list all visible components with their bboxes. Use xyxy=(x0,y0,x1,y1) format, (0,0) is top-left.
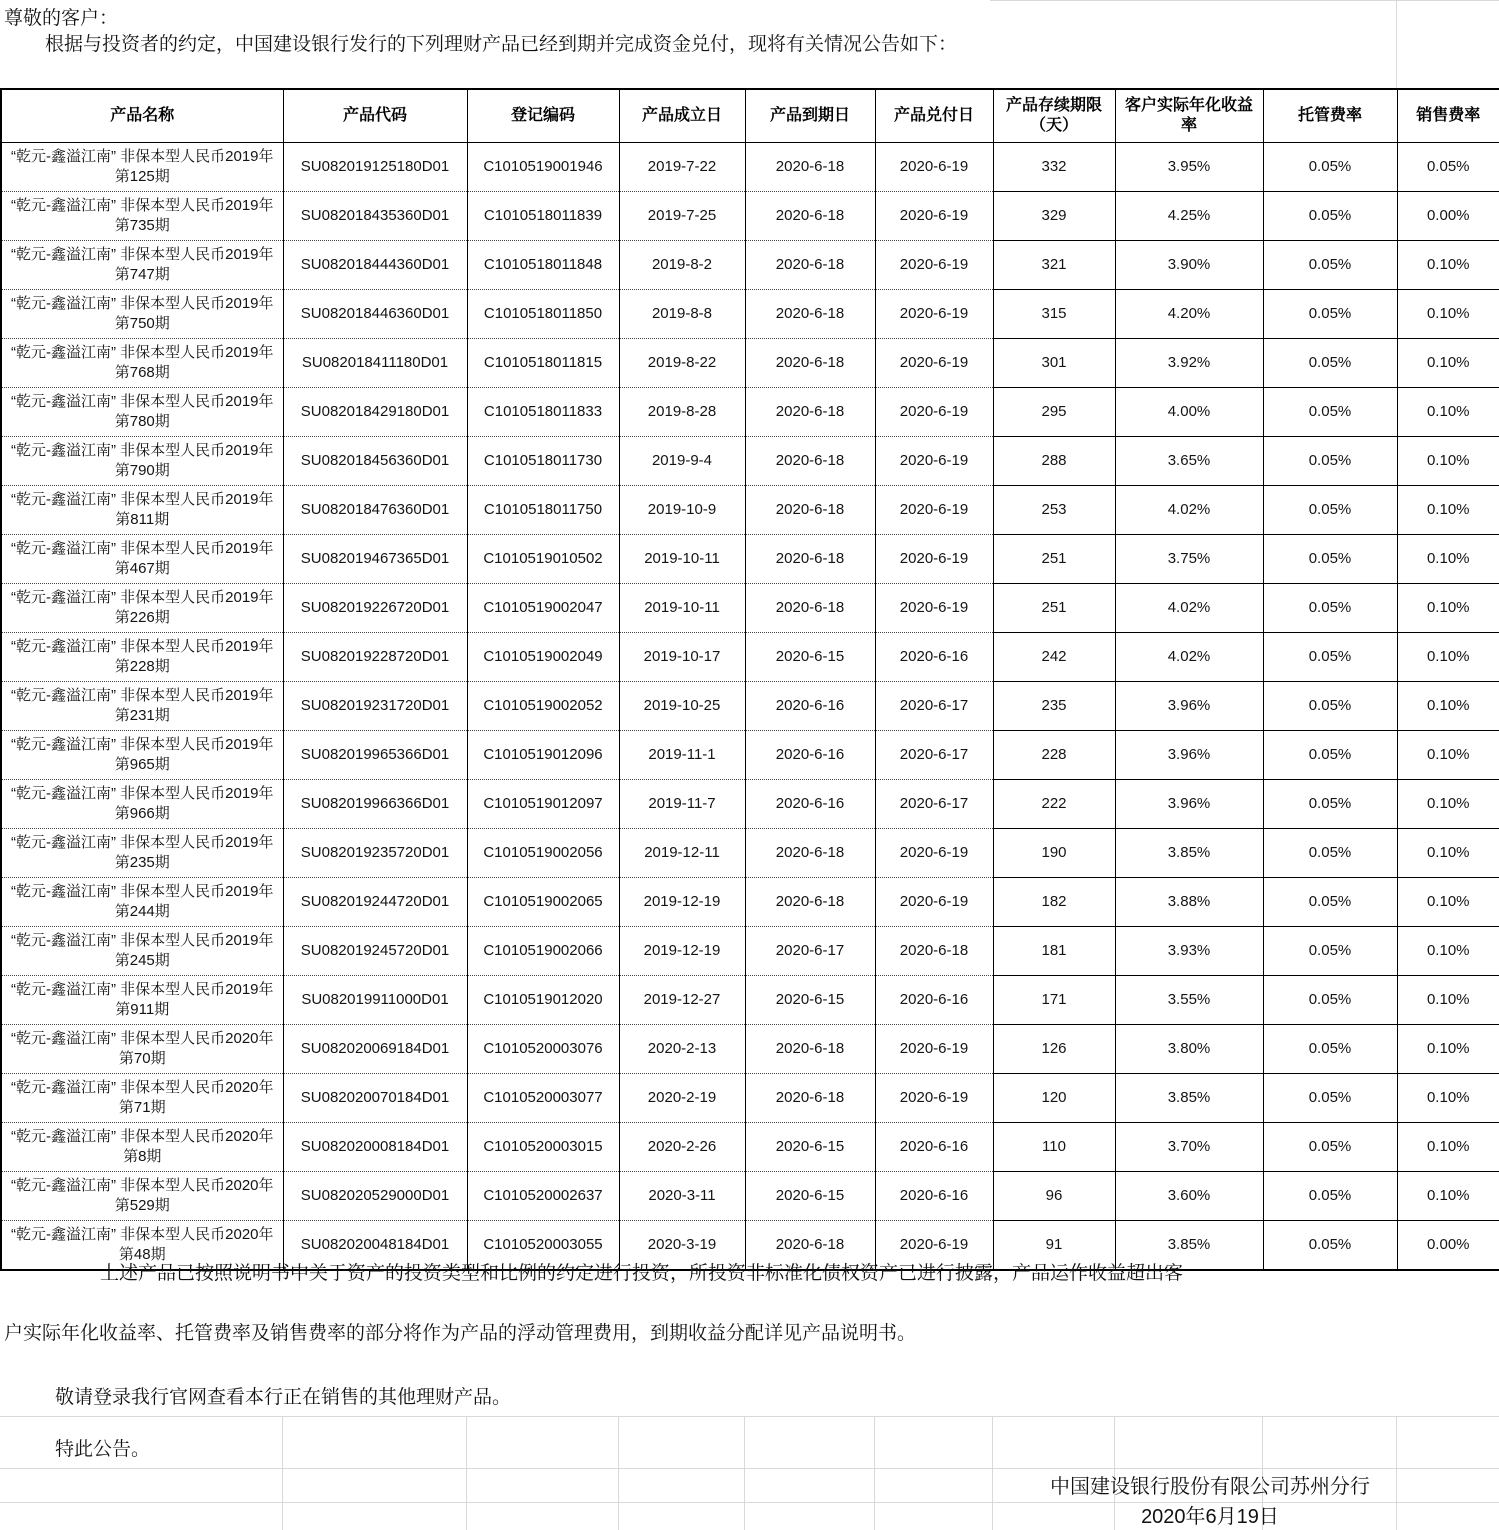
table-cell: 2020-6-18 xyxy=(745,486,875,535)
table-cell: 295 xyxy=(993,388,1115,437)
table-cell: “乾元-鑫溢江南” 非保本型人民币2020年第71期 xyxy=(1,1074,283,1123)
table-cell: 3.93% xyxy=(1115,927,1263,976)
table-cell: “乾元-鑫溢江南” 非保本型人民币2019年第226期 xyxy=(1,584,283,633)
table-cell: 0.05% xyxy=(1263,1221,1397,1271)
table-cell: “乾元-鑫溢江南” 非保本型人民币2019年第966期 xyxy=(1,780,283,829)
table-row xyxy=(1,976,1499,1025)
table-cell: 96 xyxy=(993,1172,1115,1221)
table-cell: 2020-6-18 xyxy=(745,829,875,878)
table-cell: C1010520003055 xyxy=(467,1221,619,1271)
table-cell: 2019-10-11 xyxy=(619,584,745,633)
table-cell: “乾元-鑫溢江南” 非保本型人民币2019年第235期 xyxy=(1,829,283,878)
table-cell: 2020-6-16 xyxy=(745,780,875,829)
table-cell: 2020-6-18 xyxy=(745,535,875,584)
table-cell: C1010520002637 xyxy=(467,1172,619,1221)
table-row xyxy=(1,535,1499,584)
table-cell: SU082018435360D01 xyxy=(283,192,467,241)
table-cell: 2020-6-15 xyxy=(745,976,875,1025)
table-cell: 2020-6-19 xyxy=(875,339,993,388)
table-cell: 2019-10-25 xyxy=(619,682,745,731)
table-cell: 3.65% xyxy=(1115,437,1263,486)
table-cell: 2019-11-1 xyxy=(619,731,745,780)
table-cell: C1010519002049 xyxy=(467,633,619,682)
table-cell: 0.05% xyxy=(1263,290,1397,339)
gridline xyxy=(466,1416,467,1530)
gridline xyxy=(874,1416,875,1530)
table-cell: 0.10% xyxy=(1397,633,1499,682)
signature-name: 中国建设银行股份有限公司苏州分行 xyxy=(1050,1476,1370,1498)
table-row xyxy=(1,878,1499,927)
table-cell: 0.05% xyxy=(1263,339,1397,388)
table-cell: SU082020048184D01 xyxy=(283,1221,467,1271)
table-cell: 2020-6-19 xyxy=(875,192,993,241)
table-row xyxy=(1,1172,1499,1221)
table-row xyxy=(1,682,1499,731)
table-cell: 2020-6-19 xyxy=(875,535,993,584)
table-cell: 0.10% xyxy=(1397,1123,1499,1172)
table-cell: SU082019911000D01 xyxy=(283,976,467,1025)
table-cell: 190 xyxy=(993,829,1115,878)
table-cell: 2020-6-17 xyxy=(875,682,993,731)
table-cell: 2020-6-19 xyxy=(875,1025,993,1074)
column-header: 产品名称 xyxy=(1,89,283,143)
table-row xyxy=(1,339,1499,388)
gridline xyxy=(744,1416,745,1530)
table-cell: 4.00% xyxy=(1115,388,1263,437)
table-cell: 4.02% xyxy=(1115,633,1263,682)
table-row xyxy=(1,437,1499,486)
table-cell: 91 xyxy=(993,1221,1115,1271)
table-cell: 2020-3-11 xyxy=(619,1172,745,1221)
table-cell: 2020-6-18 xyxy=(745,1221,875,1271)
table-cell: 251 xyxy=(993,535,1115,584)
table-cell: 2019-7-22 xyxy=(619,143,745,192)
table-cell: 2019-8-8 xyxy=(619,290,745,339)
table-cell: 0.05% xyxy=(1263,1172,1397,1221)
column-header: 登记编码 xyxy=(467,89,619,143)
table-row xyxy=(1,143,1499,192)
table-cell: 0.05% xyxy=(1263,878,1397,927)
table-cell: 0.10% xyxy=(1397,976,1499,1025)
footer-paragraph-4: 特此公告。 xyxy=(55,1439,151,1460)
table-row xyxy=(1,290,1499,339)
table-cell: 315 xyxy=(993,290,1115,339)
table-cell: “乾元-鑫溢江南” 非保本型人民币2019年第228期 xyxy=(1,633,283,682)
table-cell: SU082019228720D01 xyxy=(283,633,467,682)
table-cell: 2019-12-19 xyxy=(619,878,745,927)
table-cell: C1010518011848 xyxy=(467,241,619,290)
table-cell: 4.20% xyxy=(1115,290,1263,339)
table-cell: C1010520003077 xyxy=(467,1074,619,1123)
table-row xyxy=(1,829,1499,878)
table-cell: “乾元-鑫溢江南” 非保本型人民币2019年第911期 xyxy=(1,976,283,1025)
table-cell: “乾元-鑫溢江南” 非保本型人民币2019年第965期 xyxy=(1,731,283,780)
table-cell: “乾元-鑫溢江南” 非保本型人民币2020年第48期 xyxy=(1,1221,283,1271)
table-cell: 2020-6-19 xyxy=(875,290,993,339)
table-cell: C1010519010502 xyxy=(467,535,619,584)
table-cell: 0.05% xyxy=(1263,633,1397,682)
table-cell: 2019-8-28 xyxy=(619,388,745,437)
table-cell: 2020-6-16 xyxy=(875,1123,993,1172)
table-cell: 253 xyxy=(993,486,1115,535)
table-cell: 235 xyxy=(993,682,1115,731)
table-cell: C1010519002047 xyxy=(467,584,619,633)
table-cell: 2020-6-15 xyxy=(745,633,875,682)
table-cell: 0.05% xyxy=(1263,584,1397,633)
table-cell: 0.05% xyxy=(1263,535,1397,584)
table-cell: 2020-6-19 xyxy=(875,241,993,290)
table-cell: 0.05% xyxy=(1263,1074,1397,1123)
table-cell: “乾元-鑫溢江南” 非保本型人民币2019年第467期 xyxy=(1,535,283,584)
table-cell: 0.10% xyxy=(1397,780,1499,829)
table-cell: 2020-6-16 xyxy=(875,1172,993,1221)
table-cell: 3.70% xyxy=(1115,1123,1263,1172)
table-cell: 2019-10-11 xyxy=(619,535,745,584)
table-cell: 2020-6-18 xyxy=(745,143,875,192)
table-cell: 222 xyxy=(993,780,1115,829)
table-cell: 3.96% xyxy=(1115,682,1263,731)
column-header: 产品存续期限（天） xyxy=(993,89,1115,143)
table-cell: 0.05% xyxy=(1263,143,1397,192)
table-row xyxy=(1,731,1499,780)
table-cell: “乾元-鑫溢江南” 非保本型人民币2019年第768期 xyxy=(1,339,283,388)
table-cell: 251 xyxy=(993,584,1115,633)
gridline xyxy=(618,1416,619,1530)
table-cell: 2020-6-18 xyxy=(745,241,875,290)
table-cell: SU082019965366D01 xyxy=(283,731,467,780)
column-header: 销售费率 xyxy=(1397,89,1499,143)
table-cell: “乾元-鑫溢江南” 非保本型人民币2019年第231期 xyxy=(1,682,283,731)
table-cell: SU082018476360D01 xyxy=(283,486,467,535)
table-cell: 126 xyxy=(993,1025,1115,1074)
table-cell: SU082018446360D01 xyxy=(283,290,467,339)
table-cell: 0.05% xyxy=(1263,682,1397,731)
column-header: 托管费率 xyxy=(1263,89,1397,143)
table-cell: 0.05% xyxy=(1263,927,1397,976)
table-cell: 3.75% xyxy=(1115,535,1263,584)
table-cell: 0.10% xyxy=(1397,339,1499,388)
table-cell: 120 xyxy=(993,1074,1115,1123)
table-body xyxy=(1,143,1499,1271)
table-cell: 3.95% xyxy=(1115,143,1263,192)
table-cell: 0.05% xyxy=(1263,437,1397,486)
table-cell: 2020-6-18 xyxy=(745,878,875,927)
table-cell: 0.10% xyxy=(1397,878,1499,927)
table-cell: SU082018429180D01 xyxy=(283,388,467,437)
table-cell: “乾元-鑫溢江南” 非保本型人民币2019年第750期 xyxy=(1,290,283,339)
table-row xyxy=(1,486,1499,535)
table-cell: C1010519012097 xyxy=(467,780,619,829)
table-cell: C1010518011750 xyxy=(467,486,619,535)
gridline xyxy=(0,1502,1499,1503)
greeting-line: 尊敬的客户： xyxy=(4,8,119,29)
table-cell: 2020-6-16 xyxy=(875,633,993,682)
table-row xyxy=(1,1074,1499,1123)
table-cell: “乾元-鑫溢江南” 非保本型人民币2019年第811期 xyxy=(1,486,283,535)
table-cell: 0.05% xyxy=(1263,1025,1397,1074)
table-cell: 2020-2-13 xyxy=(619,1025,745,1074)
gridline xyxy=(0,1468,1499,1469)
table-cell: “乾元-鑫溢江南” 非保本型人民币2020年第70期 xyxy=(1,1025,283,1074)
table-row xyxy=(1,780,1499,829)
table-cell: 2020-6-18 xyxy=(745,584,875,633)
table-cell: 0.10% xyxy=(1397,731,1499,780)
table-cell: C1010518011839 xyxy=(467,192,619,241)
gridline xyxy=(1396,0,1397,88)
table-cell: 3.55% xyxy=(1115,976,1263,1025)
table-cell: SU082018411180D01 xyxy=(283,339,467,388)
table-cell: 2020-6-16 xyxy=(875,976,993,1025)
column-header: 客户实际年化收益率 xyxy=(1115,89,1263,143)
footer-paragraph-1: 上述产品已按照说明书中关于资产的投资类型和比例的约定进行投资，所投资非标准化债权资产已进行披露，产品运作收益超出客 xyxy=(100,1263,1184,1284)
table-cell: C1010519002066 xyxy=(467,927,619,976)
table-row xyxy=(1,192,1499,241)
table-row xyxy=(1,241,1499,290)
table-cell: SU082019966366D01 xyxy=(283,780,467,829)
table-cell: SU082019235720D01 xyxy=(283,829,467,878)
table-cell: 2019-10-17 xyxy=(619,633,745,682)
table-cell: 110 xyxy=(993,1123,1115,1172)
table-cell: C1010519012020 xyxy=(467,976,619,1025)
table-cell: 0.10% xyxy=(1397,388,1499,437)
table-cell: SU082020008184D01 xyxy=(283,1123,467,1172)
table-cell: 0.05% xyxy=(1263,731,1397,780)
gridline xyxy=(0,1416,1499,1417)
table-cell: C1010518011815 xyxy=(467,339,619,388)
table-cell: 0.00% xyxy=(1397,1221,1499,1271)
table-cell: 2020-6-18 xyxy=(745,1074,875,1123)
table-cell: 0.10% xyxy=(1397,1025,1499,1074)
table-cell: 0.05% xyxy=(1263,780,1397,829)
table-cell: 2020-6-15 xyxy=(745,1123,875,1172)
column-header: 产品到期日 xyxy=(745,89,875,143)
table-cell: 2020-2-26 xyxy=(619,1123,745,1172)
table-cell: “乾元-鑫溢江南” 非保本型人民币2019年第747期 xyxy=(1,241,283,290)
table-cell: 288 xyxy=(993,437,1115,486)
table-cell: SU082019245720D01 xyxy=(283,927,467,976)
table-cell: 2020-6-16 xyxy=(745,731,875,780)
table-cell: “乾元-鑫溢江南” 非保本型人民币2019年第245期 xyxy=(1,927,283,976)
table-cell: 0.10% xyxy=(1397,437,1499,486)
column-header: 产品成立日 xyxy=(619,89,745,143)
table-cell: C1010520003076 xyxy=(467,1025,619,1074)
table-cell: 2020-6-19 xyxy=(875,388,993,437)
table-cell: 2020-6-19 xyxy=(875,584,993,633)
table-cell: SU082019244720D01 xyxy=(283,878,467,927)
table-cell: 4.02% xyxy=(1115,486,1263,535)
products-table xyxy=(0,88,1499,1271)
table-cell: SU082018456360D01 xyxy=(283,437,467,486)
table-row xyxy=(1,584,1499,633)
table-header-row xyxy=(1,89,1499,143)
table-cell: 2020-6-17 xyxy=(745,927,875,976)
table-cell: 3.85% xyxy=(1115,829,1263,878)
column-header: 产品代码 xyxy=(283,89,467,143)
table-cell: 3.60% xyxy=(1115,1172,1263,1221)
table-cell: 2020-6-16 xyxy=(745,682,875,731)
table-cell: C1010518011730 xyxy=(467,437,619,486)
table-row xyxy=(1,1123,1499,1172)
table-cell: SU082020529000D01 xyxy=(283,1172,467,1221)
table-cell: “乾元-鑫溢江南” 非保本型人民币2019年第244期 xyxy=(1,878,283,927)
table-row xyxy=(1,633,1499,682)
table-cell: 2020-6-18 xyxy=(745,388,875,437)
table-cell: 181 xyxy=(993,927,1115,976)
table-row xyxy=(1,388,1499,437)
table-cell: 2020-6-17 xyxy=(875,731,993,780)
table-cell: 3.96% xyxy=(1115,780,1263,829)
table-cell: “乾元-鑫溢江南” 非保本型人民币2019年第780期 xyxy=(1,388,283,437)
table-cell: C1010518011850 xyxy=(467,290,619,339)
intro-line: 根据与投资者的约定，中国建设银行发行的下列理财产品已经到期并完成资金兑付，现将有关情况公告如下： xyxy=(45,34,958,55)
table-cell: 2020-6-19 xyxy=(875,486,993,535)
table-cell: SU082020069184D01 xyxy=(283,1025,467,1074)
column-header: 产品兑付日 xyxy=(875,89,993,143)
table-cell: C1010519002052 xyxy=(467,682,619,731)
table-cell: 2020-2-19 xyxy=(619,1074,745,1123)
table-cell: “乾元-鑫溢江南” 非保本型人民币2019年第735期 xyxy=(1,192,283,241)
table-cell: 0.05% xyxy=(1263,976,1397,1025)
table-row xyxy=(1,1025,1499,1074)
table-cell: C1010519001946 xyxy=(467,143,619,192)
table-cell: 2019-8-2 xyxy=(619,241,745,290)
table-cell: 2020-6-18 xyxy=(875,927,993,976)
table-cell: C1010518011833 xyxy=(467,388,619,437)
table-cell: 2019-12-11 xyxy=(619,829,745,878)
table-cell: “乾元-鑫溢江南” 非保本型人民币2020年第8期 xyxy=(1,1123,283,1172)
table-cell: SU082018444360D01 xyxy=(283,241,467,290)
table-cell: 2019-10-9 xyxy=(619,486,745,535)
footer-paragraph-2: 户实际年化收益率、托管费率及销售费率的部分将作为产品的浮动管理费用，到期收益分配详见产品说明书。 xyxy=(4,1323,917,1344)
table-cell: SU082020070184D01 xyxy=(283,1074,467,1123)
table-cell: 329 xyxy=(993,192,1115,241)
table-cell: 3.92% xyxy=(1115,339,1263,388)
table-cell: 2019-12-19 xyxy=(619,927,745,976)
table-cell: 2020-6-17 xyxy=(875,780,993,829)
table-cell: 0.10% xyxy=(1397,241,1499,290)
table-cell: 0.05% xyxy=(1263,388,1397,437)
table-cell: 2020-6-19 xyxy=(875,1221,993,1271)
table-cell: 2019-11-7 xyxy=(619,780,745,829)
table-cell: 171 xyxy=(993,976,1115,1025)
table-cell: 0.10% xyxy=(1397,290,1499,339)
table-cell: 2020-6-19 xyxy=(875,143,993,192)
table-cell: 0.05% xyxy=(1263,1123,1397,1172)
footer-paragraph-3: 敬请登录我行官网查看本行正在销售的其他理财产品。 xyxy=(55,1387,512,1408)
table-cell: 0.05% xyxy=(1263,829,1397,878)
table-cell: 0.05% xyxy=(1397,143,1499,192)
table-cell: 0.00% xyxy=(1397,192,1499,241)
table-cell: SU082019231720D01 xyxy=(283,682,467,731)
table-cell: 0.10% xyxy=(1397,1172,1499,1221)
table-cell: 3.96% xyxy=(1115,731,1263,780)
table-cell: C1010520003015 xyxy=(467,1123,619,1172)
table-cell: 2020-3-19 xyxy=(619,1221,745,1271)
table-cell: C1010519002065 xyxy=(467,878,619,927)
table-cell: 2019-9-4 xyxy=(619,437,745,486)
table-cell: “乾元-鑫溢江南” 非保本型人民币2019年第125期 xyxy=(1,143,283,192)
table-cell: 2020-6-19 xyxy=(875,437,993,486)
table-cell: 2020-6-18 xyxy=(745,192,875,241)
table-cell: 0.05% xyxy=(1263,486,1397,535)
table-cell: 242 xyxy=(993,633,1115,682)
table-cell: 182 xyxy=(993,878,1115,927)
table-cell: SU082019467365D01 xyxy=(283,535,467,584)
table-cell: 0.05% xyxy=(1263,241,1397,290)
table-cell: 0.10% xyxy=(1397,927,1499,976)
table-cell: 2020-6-15 xyxy=(745,1172,875,1221)
table-cell: 3.85% xyxy=(1115,1221,1263,1271)
gridline xyxy=(990,0,1499,1)
table-cell: 2020-6-18 xyxy=(745,339,875,388)
table-cell: 0.10% xyxy=(1397,1074,1499,1123)
table-cell: 0.10% xyxy=(1397,535,1499,584)
table-cell: 4.02% xyxy=(1115,584,1263,633)
table-cell: SU082019125180D01 xyxy=(283,143,467,192)
table-cell: 3.90% xyxy=(1115,241,1263,290)
table-cell: 3.88% xyxy=(1115,878,1263,927)
signature-date: 2020年6月19日 xyxy=(1141,1506,1279,1528)
table-cell: 301 xyxy=(993,339,1115,388)
table-cell: 4.25% xyxy=(1115,192,1263,241)
table-cell: 2019-8-22 xyxy=(619,339,745,388)
table-cell: 2020-6-18 xyxy=(745,437,875,486)
table-cell: 0.10% xyxy=(1397,829,1499,878)
table-cell: “乾元-鑫溢江南” 非保本型人民币2019年第790期 xyxy=(1,437,283,486)
table-cell: C1010519012096 xyxy=(467,731,619,780)
table-cell: 3.85% xyxy=(1115,1074,1263,1123)
gridline xyxy=(282,1416,283,1530)
table-cell: SU082019226720D01 xyxy=(283,584,467,633)
table-cell: 2020-6-18 xyxy=(745,1025,875,1074)
table-cell: 2019-12-27 xyxy=(619,976,745,1025)
table-cell: 2019-7-25 xyxy=(619,192,745,241)
table-cell: 0.05% xyxy=(1263,192,1397,241)
table-cell: 2020-6-19 xyxy=(875,878,993,927)
table-cell: 0.10% xyxy=(1397,486,1499,535)
table-cell: 2020-6-19 xyxy=(875,829,993,878)
table-cell: 2020-6-18 xyxy=(745,290,875,339)
table-cell: 0.10% xyxy=(1397,682,1499,731)
table-cell: 0.10% xyxy=(1397,584,1499,633)
table-cell: “乾元-鑫溢江南” 非保本型人民币2020年第529期 xyxy=(1,1172,283,1221)
table-cell: 3.80% xyxy=(1115,1025,1263,1074)
table-cell: 332 xyxy=(993,143,1115,192)
table-cell: 228 xyxy=(993,731,1115,780)
table-cell: 321 xyxy=(993,241,1115,290)
table-row xyxy=(1,927,1499,976)
table-cell: C1010519002056 xyxy=(467,829,619,878)
table-cell: 2020-6-19 xyxy=(875,1074,993,1123)
